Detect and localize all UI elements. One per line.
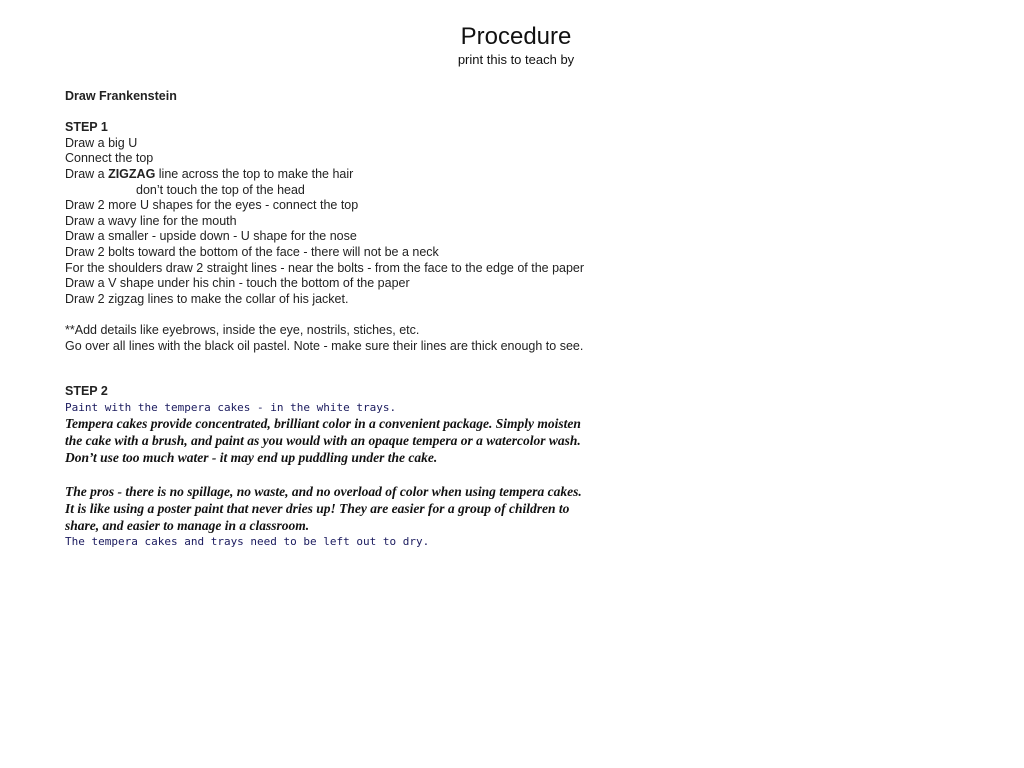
step1-line: Draw a big U	[65, 135, 138, 150]
step1-indented-note: don’t touch the top of the head	[136, 182, 305, 197]
step1-line: Draw 2 bolts toward the bottom of the face - there will not be a neck	[65, 244, 439, 259]
step1-line-zigzag	[65, 167, 585, 183]
step2-final-note: The tempera cakes and trays need to be left out to dry.	[65, 535, 430, 549]
page-title: Procedure	[460, 23, 572, 50]
step1-line: For the shoulders draw 2 straight lines - near the bolts - from the face to the edge of the paper	[65, 260, 585, 275]
zigzag-suffix: line across the top to make the hair	[155, 166, 354, 181]
step1-outline-note: Go over all lines with the black oil pastel. Note - make sure their lines are thick enough to see.	[65, 338, 584, 353]
zigzag-prefix: Draw a	[65, 166, 109, 181]
zigzag-emphasis: ZIGZAG	[108, 166, 156, 181]
step1-line: Draw 2 more U shapes for the eyes - connect the top	[65, 198, 359, 213]
step2-paragraph-pros: The pros - there is no spillage, no waste, and no overload of color when using tempera cakes. It is like using a poster paint that never dries up! They are easier for a group of children to share, and easier to manage in a classroom.	[65, 484, 582, 534]
step1-line: Draw a smaller - upside down - U shape for the nose	[65, 229, 357, 244]
page-subtitle: print this to teach by	[457, 52, 575, 67]
step1-label: STEP 1	[65, 120, 108, 135]
section-heading: Draw Frankenstein	[65, 89, 177, 103]
step1-line: Connect the top	[65, 151, 154, 166]
step1-details: **Add details like eyebrows, inside the eye, nostrils, stiches, etc.	[65, 322, 420, 337]
step2-paragraph-tempera: Tempera cakes provide concentrated, brilliant color in a convenient package. Simply moisten the cake with a brush, and paint as you would with an opaque tempera or a watercolor wash. Don’t use too much water - it may end up puddling under the cake.	[65, 416, 581, 466]
step2-instruction: Paint with the tempera cakes - in the white trays.	[65, 400, 397, 414]
page-header	[0, 22, 1024, 68]
step2-label: STEP 2	[65, 384, 108, 399]
procedure-content	[65, 89, 585, 550]
step1-line: Draw a V shape under his chin - touch the bottom of the paper	[65, 276, 410, 291]
step1-line: Draw 2 zigzag lines to make the collar of his jacket.	[65, 291, 349, 306]
step1-line: Draw a wavy line for the mouth	[65, 213, 237, 228]
